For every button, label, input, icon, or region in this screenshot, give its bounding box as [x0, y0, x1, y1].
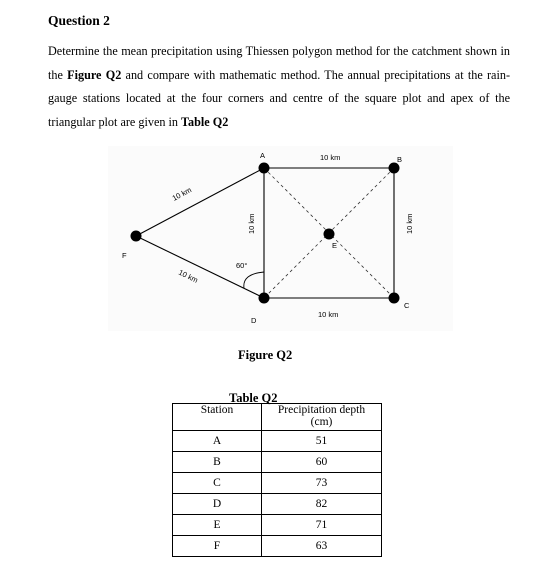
figure-caption: Figure Q2 — [238, 348, 293, 362]
label-f: F — [122, 251, 127, 260]
table-row — [173, 452, 382, 473]
station-cell: E — [173, 515, 262, 536]
catchment-diagram — [108, 146, 453, 331]
question-line-4-pre: plot are given in — [98, 114, 182, 129]
label-tri-upper: 10 km — [170, 185, 193, 203]
depth-cell: 60 — [262, 452, 382, 473]
question-heading: Question 2 — [48, 13, 110, 28]
label-bottom-side: 10 km — [318, 310, 339, 319]
table-row — [173, 473, 382, 494]
station-e-marker — [324, 229, 335, 240]
label-c: C — [404, 301, 410, 310]
station-c-marker — [389, 293, 400, 304]
station-cell: F — [173, 536, 262, 557]
question-line-2-post: and compare with mathematic method. The annual precipitations at the rain- — [121, 67, 511, 82]
depth-cell: 82 — [262, 494, 382, 515]
label-b: B — [397, 155, 403, 164]
station-a-marker — [259, 163, 270, 174]
table-row — [173, 494, 382, 515]
header-depth-line-2: (cm) — [310, 416, 333, 428]
question-line-3: gauge stations located at the four corners and centre of the square plot and apex of the triangular — [48, 91, 510, 129]
label-left-side: 10 km — [247, 213, 256, 234]
depth-cell: 51 — [262, 431, 382, 452]
station-d-marker — [259, 293, 270, 304]
label-right-side: 10 km — [405, 213, 414, 234]
catchment-figure — [108, 146, 453, 331]
depth-cell: 63 — [262, 536, 382, 557]
table-header-row — [173, 404, 382, 431]
precipitation-table — [172, 403, 382, 557]
label-tri-lower: 10 km — [177, 267, 200, 285]
table-caption: Table Q2 — [229, 391, 278, 405]
question-line-1: Determine the mean precipitation using Thiessen polygon method for the catchment shown in — [48, 44, 510, 58]
header-depth-line-1: Precipitation depth — [277, 404, 366, 416]
question-line-2-pre: the — [48, 67, 68, 82]
depth-cell: 73 — [262, 473, 382, 494]
station-cell: B — [173, 452, 262, 473]
station-cell: C — [173, 473, 262, 494]
edge-f-a — [136, 168, 264, 236]
label-angle: 60° — [236, 261, 248, 270]
depth-cell: 71 — [262, 515, 382, 536]
station-cell: A — [173, 431, 262, 452]
station-f-marker — [131, 231, 142, 242]
question-text — [48, 40, 510, 134]
label-a: A — [260, 151, 266, 160]
header-depth — [262, 404, 382, 431]
table-reference: Table Q2 — [181, 114, 229, 129]
table-row — [173, 515, 382, 536]
label-top-side: 10 km — [320, 153, 341, 162]
station-b-marker — [389, 163, 400, 174]
angle-arc — [244, 272, 264, 288]
figure-reference: Figure Q2 — [67, 67, 122, 82]
station-cell: D — [173, 494, 262, 515]
label-d: D — [251, 316, 257, 325]
table-row — [173, 536, 382, 557]
header-station: Station — [173, 404, 262, 431]
label-e: E — [332, 241, 338, 250]
table-row — [173, 431, 382, 452]
